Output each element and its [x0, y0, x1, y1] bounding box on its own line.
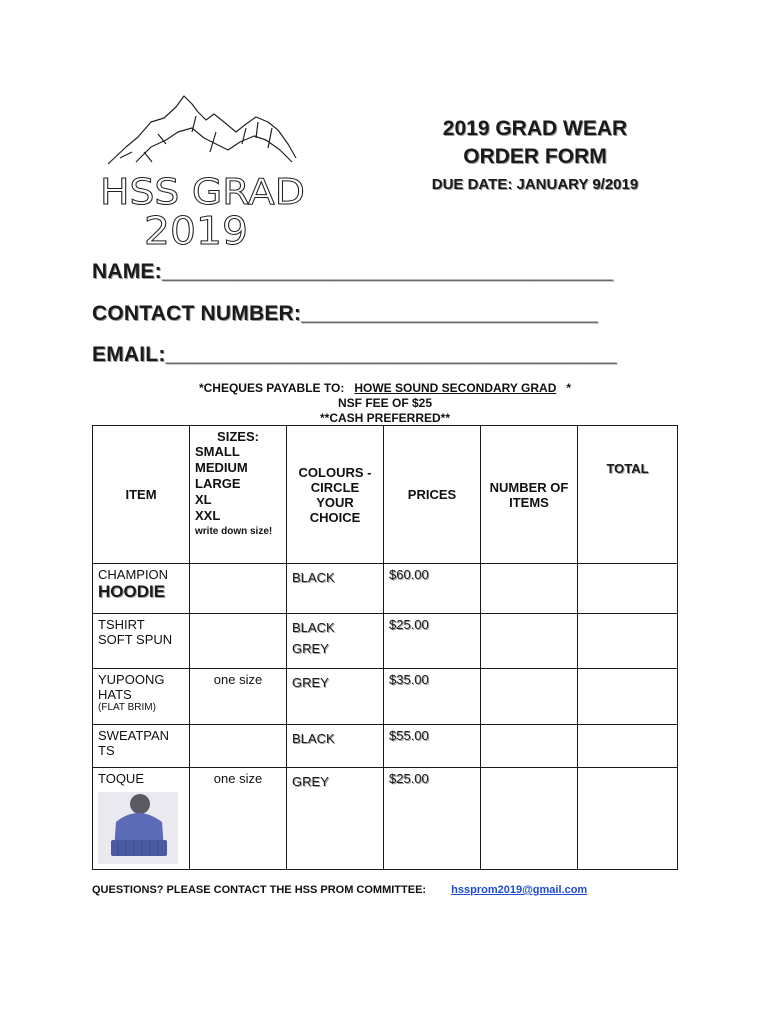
cash-preferred-note: **CASH PREFERRED** — [319, 411, 451, 425]
size-option: SMALL — [195, 444, 240, 459]
header-total: TOTAL — [578, 426, 678, 564]
size-input-cell[interactable] — [190, 614, 287, 669]
total-cell[interactable] — [578, 614, 678, 669]
colour-option[interactable]: BLACK — [292, 620, 335, 635]
size-cell: one size — [190, 768, 287, 870]
colour-option[interactable]: BLACK — [292, 731, 335, 746]
item-cell — [93, 725, 190, 768]
header-item: ITEM — [93, 426, 190, 564]
colour-option[interactable]: GREY — [292, 774, 329, 789]
size-option: XL — [195, 492, 212, 507]
table-row — [93, 725, 678, 768]
item-label-large: HOODIE — [98, 582, 166, 601]
item-label: SWEATPAN TS — [98, 728, 170, 758]
header-prices: PRICES — [384, 426, 481, 564]
email-field[interactable]: EMAIL:______________________________________ — [92, 343, 617, 366]
size-input-cell[interactable] — [190, 564, 287, 614]
nsf-fee-note: NSF FEE OF $25 — [337, 396, 433, 410]
colour-option[interactable]: BLACK — [292, 570, 335, 585]
cheques-prefix: *CHEQUES PAYABLE TO: — [198, 381, 345, 395]
number-of-items-cell[interactable] — [481, 669, 578, 725]
total-cell[interactable] — [578, 725, 678, 768]
sizes-title: SIZES: — [217, 429, 259, 444]
logo-text-year: 2019 — [144, 209, 248, 252]
hss-grad-logo — [96, 92, 311, 252]
table-row — [93, 768, 678, 870]
colour-cell[interactable] — [287, 614, 384, 669]
price-cell: $25.00 — [384, 768, 481, 870]
number-of-items-cell[interactable] — [481, 564, 578, 614]
size-input-cell[interactable] — [190, 725, 287, 768]
due-date: DUE DATE: JANUARY 9/2019 — [431, 176, 639, 193]
form-title-line2: ORDER FORM — [463, 145, 607, 168]
colour-cell[interactable] — [287, 768, 384, 870]
header-sizes — [190, 426, 287, 564]
footer-text: QUESTIONS? PLEASE CONTACT THE HSS PROM COMMITTEE: — [92, 884, 427, 896]
form-heading — [395, 115, 675, 195]
table-row — [93, 614, 678, 669]
table-row — [93, 669, 678, 725]
total-cell[interactable] — [578, 564, 678, 614]
committee-email-link[interactable]: hssprom2019@gmail.com — [451, 884, 588, 896]
sizes-note: write down size! — [195, 526, 273, 537]
size-option: XXL — [195, 508, 221, 523]
cheques-suffix: * — [566, 381, 572, 395]
cheques-note — [0, 381, 770, 395]
item-cell — [93, 614, 190, 669]
total-cell[interactable] — [578, 669, 678, 725]
item-label: CHAMPION — [98, 567, 169, 582]
colour-cell[interactable] — [287, 564, 384, 614]
header-colours: COLOURS - CIRCLE YOUR CHOICE — [287, 426, 384, 564]
number-of-items-cell[interactable] — [481, 725, 578, 768]
item-label: TSHIRT — [98, 617, 145, 632]
price-cell: $60.00 — [384, 564, 481, 614]
colour-cell[interactable] — [287, 725, 384, 768]
colour-cell[interactable] — [287, 669, 384, 725]
price-cell: $25.00 — [384, 614, 481, 669]
cheques-payee: HOWE SOUND SECONDARY GRAD — [354, 381, 557, 395]
item-cell — [93, 564, 190, 614]
price-cell: $35.00 — [384, 669, 481, 725]
colour-option[interactable]: GREY — [292, 675, 329, 690]
number-of-items-cell[interactable] — [481, 614, 578, 669]
toque-image — [98, 792, 178, 864]
item-label-line2: SOFT SPUN — [98, 632, 173, 647]
number-of-items-cell[interactable] — [481, 768, 578, 870]
item-label: TOQUE — [98, 771, 144, 786]
questions-footer — [92, 884, 587, 896]
size-option: LARGE — [195, 476, 241, 491]
order-table — [92, 425, 678, 870]
item-label: YUPOONG HATS — [98, 672, 165, 702]
item-note: (FLAT BRIM) — [98, 702, 156, 713]
contact-number-field[interactable]: CONTACT NUMBER:_________________________ — [92, 302, 599, 325]
size-option: MEDIUM — [195, 460, 248, 475]
table-header-row — [93, 426, 678, 564]
price-cell: $55.00 — [384, 725, 481, 768]
table-row — [93, 564, 678, 614]
colour-option[interactable]: GREY — [292, 641, 329, 656]
total-cell[interactable] — [578, 768, 678, 870]
item-cell — [93, 669, 190, 725]
logo-text-hss-grad: HSS GRAD — [100, 172, 305, 213]
item-cell — [93, 768, 190, 870]
form-title-line1: 2019 GRAD WEAR — [442, 117, 628, 140]
name-field[interactable]: NAME:______________________________________ — [92, 260, 614, 283]
sizes-list — [195, 444, 281, 539]
size-cell: one size — [190, 669, 287, 725]
header-number-of-items: NUMBER OF ITEMS — [481, 426, 578, 564]
